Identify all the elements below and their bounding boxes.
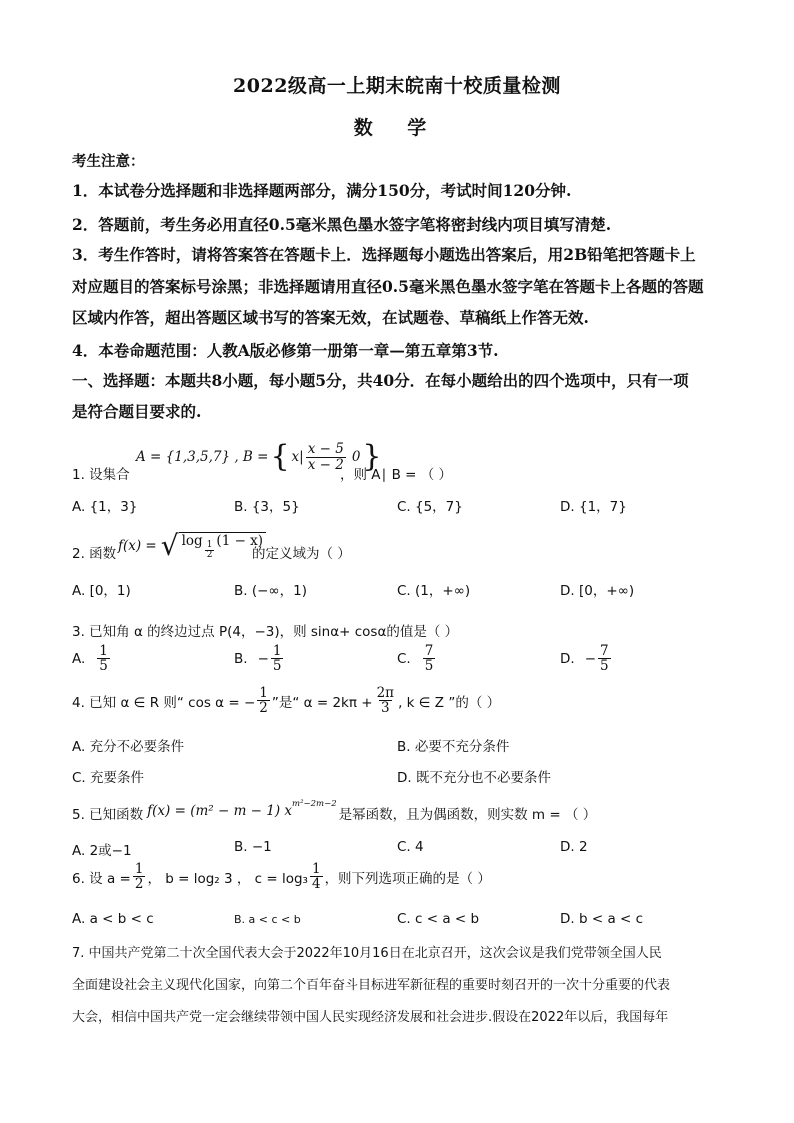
notice-item-3-cont-2: 区域内作答，超出答题区域书写的答案无效，在试题卷、草稿纸上作答无效. — [72, 308, 589, 327]
q5-option-c: C. 4 — [397, 839, 424, 855]
q5-option-d: D. 2 — [560, 839, 588, 855]
q2-base-num: 1 — [206, 540, 213, 550]
notice-item-3-cont-1: 对应题目的答案标号涂黑；非选择题请用直径0.5毫米黑色墨水签字笔在答题卡上各题的答题 — [72, 277, 704, 296]
notice-item-4: 4．本卷命题范围：人教A版必修第一册第一章—第五章第3节. — [72, 341, 499, 360]
q4-option-d: D. 既不充分也不必要条件 — [397, 770, 551, 786]
q5-text — [72, 801, 596, 823]
q1-option-c: C. {5，7} — [397, 499, 463, 515]
q4-suffix: , k ∈ Z ”的（ ） — [398, 694, 501, 711]
q4-mid: ”是“ α = 2kπ + — [271, 694, 373, 711]
q3-option-b-den: 5 — [272, 658, 282, 675]
notice-item-3: 3．考生作答时，请将答案答在答题卡上．选择题每小题选出答案后，用2B铅笔把答题卡上 — [72, 245, 696, 264]
q1-brace-right: } — [362, 439, 382, 474]
q4-text — [72, 686, 500, 715]
q6-text — [72, 862, 491, 891]
q3-option-c — [397, 644, 437, 673]
q6-frac-1 — [133, 862, 146, 891]
q6-frac-2-den: 4 — [311, 876, 321, 893]
notice-item-1: 1．本试卷分选择题和非选择题两部分，满分150分，考试时间120分钟. — [72, 181, 572, 200]
q4-frac-2-num: 2π — [376, 685, 395, 701]
q6-mid: ， b = log₂ 3 ， c = log₃ — [147, 870, 308, 887]
exam-title: 2022级高一上期末皖南十校质量检测 — [233, 75, 561, 97]
q2-prefix: 2. 函数 — [72, 546, 117, 562]
q6-frac-1-den: 2 — [134, 876, 144, 893]
q1-setb-left: x| — [291, 449, 304, 465]
q5-option-b: B. −1 — [234, 839, 272, 855]
q4-frac-2 — [375, 686, 396, 715]
q3-option-a-label: A. — [72, 650, 86, 667]
q3-option-d — [560, 644, 613, 673]
q5-option-a: A. 2或−1 — [72, 843, 132, 859]
q3-option-c-den: 5 — [424, 658, 434, 675]
q2-option-b: B. (−∞，1) — [234, 583, 308, 599]
q4-frac-2-den: 3 — [381, 700, 390, 717]
q6-option-c: C. c < a < b — [397, 911, 480, 927]
q1-brace-left: { — [270, 439, 290, 474]
q6-frac-2 — [310, 862, 323, 891]
q5-prefix: 5. 已知函数 — [72, 807, 144, 823]
q3-option-c-num: 7 — [424, 643, 434, 659]
q2-base-den: 2 — [206, 550, 213, 561]
q5-suffix: 是幂函数，且为偶函数，则实数 m = （ ） — [338, 807, 597, 823]
q4-prefix: 4. 已知 α ∈ R 则“ cos α = − — [72, 694, 256, 711]
q6-option-d: D. b < a < c — [560, 911, 644, 927]
q1-setb-right: 0 — [351, 449, 361, 465]
q7-line-2: 全面建设社会主义现代化国家，向第二个百年奋斗目标进军新征程的重要时刻召开的一次十分重要的代表 — [72, 978, 671, 993]
q3-text: 3. 已知角 α 的终边过点 P(4，−3)，则 sinα+ cosα的值是（ ） — [72, 624, 459, 640]
q1-option-b: B. {3，5} — [234, 499, 300, 515]
q6-prefix: 6. 设 a = — [72, 870, 131, 887]
q1-prefix: 1. 设集合 — [72, 467, 130, 483]
q2-option-a: A. [0，1) — [72, 583, 131, 599]
q2-arg: (1 − x) — [216, 533, 264, 549]
q3-option-a-den: 5 — [99, 658, 108, 675]
q7-line-1: 7. 中国共产党第二十次全国代表大会于2022年10月16日在北京召开，这次会议是我们党带领全国人民 — [72, 946, 662, 961]
q3-option-a-frac — [97, 644, 110, 673]
q4-option-a: A. 充分不必要条件 — [72, 739, 185, 755]
q7-line-3: 大会，相信中国共产党一定会继续带领中国人民实现经济发展和社会进步.假设在2022年以后，我国每年 — [72, 1010, 669, 1025]
q6-option-a: A. a < b < c — [72, 911, 154, 927]
q3-option-c-label: C. — [397, 650, 411, 667]
subject-title: 数 学 — [353, 117, 441, 139]
notice-item-2: 2．答题前，考生务必用直径0.5毫米黑色墨水签字笔将密封线内项目填写清楚. — [72, 215, 612, 234]
q3-option-a-num: 1 — [99, 643, 108, 659]
q3-option-a — [72, 644, 112, 673]
q3-option-d-sign: − — [584, 650, 596, 667]
q1-frac-den: x − 2 — [307, 456, 344, 473]
q2-ask: 的定义域为（ ） — [252, 546, 351, 562]
q1-option-a: A. {1，3} — [72, 499, 138, 515]
q3-option-b-sign: − — [257, 650, 269, 667]
section-heading: 一、选择题：本题共8小题，每小题5分，共40分．在每小题给出的四个选项中，只有一项 — [72, 371, 689, 390]
notice-heading: 考生注意： — [72, 153, 145, 170]
q1-option-d: D. {1，7} — [560, 499, 627, 515]
q2-log-base — [205, 541, 215, 561]
q4-option-c: C. 充要条件 — [72, 770, 145, 786]
q3-option-d-num: 7 — [600, 643, 609, 659]
q2-log: log — [181, 533, 203, 549]
q3-option-c-frac — [423, 644, 436, 673]
q1-ask: ，则 A∣ B = （ ） — [340, 467, 453, 483]
q4-frac-1-num: 1 — [259, 685, 268, 701]
q3-option-b-num: 1 — [272, 643, 282, 659]
q2-option-c: C. (1，+∞) — [397, 583, 471, 599]
q6-suffix: ，则下列选项正确的是（ ） — [324, 870, 491, 887]
q3-option-d-frac — [598, 644, 611, 673]
q3-option-d-den: 5 — [600, 658, 609, 675]
q4-option-b: B. 必要不充分条件 — [397, 739, 510, 755]
section-heading-cont: 是符合题目要求的. — [72, 402, 202, 421]
q1-frac-num: x − 5 — [307, 441, 344, 458]
q5-exponent: m²−2m−2 — [292, 799, 337, 809]
q2-fx: f(x) = — [118, 538, 157, 555]
q4-frac-1 — [257, 686, 270, 715]
q2-formula — [118, 529, 266, 563]
q6-option-b: B. a < c < b — [234, 913, 301, 926]
q2-option-d: D. [0，+∞) — [560, 583, 635, 599]
q6-frac-2-num: 1 — [311, 861, 321, 877]
q3-option-d-label: D. — [560, 650, 575, 667]
q6-frac-1-num: 1 — [134, 861, 144, 877]
q3-option-b — [234, 644, 285, 673]
q3-option-b-frac — [271, 644, 284, 673]
q4-frac-1-den: 2 — [259, 700, 268, 717]
q5-expr: f(x) = (m² − m − 1) x — [147, 803, 293, 819]
q3-option-b-label: B. — [234, 650, 248, 667]
q1-set-a: A = {1,3,5,7} , B = — [136, 449, 269, 465]
sqrt-icon: √ — [160, 529, 179, 563]
